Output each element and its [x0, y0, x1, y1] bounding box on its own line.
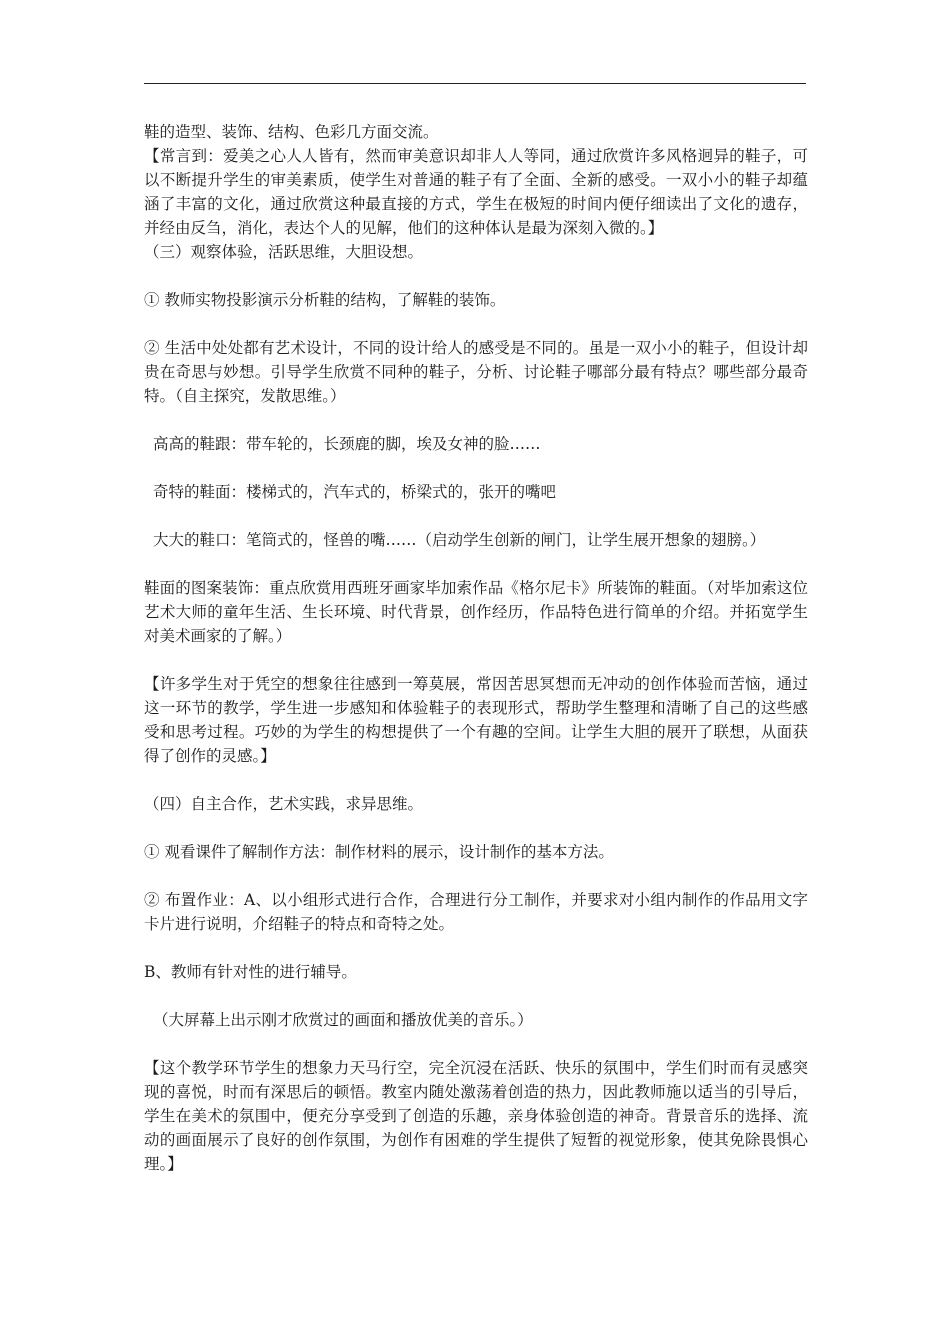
paragraph-commentary-2: 【许多学生对于凭空的想象往往感到一筹莫展，常因苦思冥想而无冲动的创作体验而苦恼，通过这一环节的教学，学生进一步感知和体验鞋子的表现形式，帮助学生整理和清晰了自己的这些感受和思考过程。巧妙的为学生的构想提供了一个有趣的空间。让学生大胆的展开了联想，从面获得了创作的灵感。】	[144, 675, 808, 765]
paragraph-continuation: 鞋的造型、装饰、结构、色彩几方面交流。	[144, 123, 439, 141]
step-4-1: ① 观看课件了解制作方法：制作材料的展示，设计制作的基本方法。	[144, 843, 614, 861]
section-heading-4: （四）自主合作，艺术实践，求异思维。	[144, 795, 424, 813]
header-rule	[144, 83, 806, 84]
paragraph-pattern-decoration: 鞋面的图案装饰：重点欣赏用西班牙画家毕加索作品《格尔尼卡》所装饰的鞋面。（对毕加索这位艺术大师的童年生活、生长环境、时代背景，创作经历，作品特色进行简单的介绍。并拓宽学生对美术画家的了解。）	[144, 579, 808, 645]
document-body	[144, 120, 808, 1176]
step-4-b: B、教师有针对性的进行辅导。	[144, 963, 357, 981]
step-1: ① 教师实物投影演示分析鞋的结构，了解鞋的装饰。	[144, 291, 506, 309]
step-4-2: ② 布置作业：A、以小组形式进行合作，合理进行分工制作，并要求对小组内制作的作品用文字卡片进行说明，介绍鞋子的特点和奇特之处。	[144, 891, 808, 933]
section-heading-3: （三）观察体验，活跃思维，大胆设想。	[144, 243, 424, 261]
example-upper: 奇特的鞋面：楼梯式的，汽车式的，桥梁式的，张开的嘴吧	[153, 483, 557, 501]
step-2: ② 生活中处处都有艺术设计，不同的设计给人的感受是不同的。虽是一双小小的鞋子，但设计却贵在奇思与妙想。引导学生欣赏不同种的鞋子，分析、讨论鞋子哪部分最有特点？哪些部分最奇特。（自主探究，发散思维。）	[144, 339, 808, 405]
paragraph-commentary: 【常言到：爱美之心人人皆有，然而审美意识却非人人等同，通过欣赏许多风格迥异的鞋子，可以不断提升学生的审美素质，使学生对普通的鞋子有了全面、全新的感受。一双小小的鞋子却蕴涵了丰富的文化，通过欣赏这种最直接的方式，学生在极短的时间内便仔细读出了文化的遗存，并经由反刍，消化，表达个人的见解，他们的这种体认是最为深刻入微的。】	[144, 147, 808, 237]
screen-note: （大屏幕上出示刚才欣赏过的画面和播放优美的音乐。）	[153, 1011, 533, 1029]
example-heel: 高高的鞋跟：带车轮的，长颈鹿的脚，埃及女神的脸……	[153, 435, 541, 453]
example-opening: 大大的鞋口：笔筒式的，怪兽的嘴……（启动学生创新的闸门，让学生展开想象的翅膀。）	[153, 531, 766, 549]
paragraph-commentary-3: 【这个教学环节学生的想象力天马行空，完全沉浸在活跃、快乐的氛围中，学生们时而有灵感突现的喜悦，时而有深思后的顿悟。教室内随处激荡着创造的热力，因此教师施以适当的引导后，学生在美术的氛围中，便充分享受到了创造的乐趣，亲身体验创造的神奇。背景音乐的选择、流动的画面展示了良好的创作氛围，为创作有困难的学生提供了短暂的视觉形象，使其免除畏惧心理。】	[144, 1059, 808, 1173]
